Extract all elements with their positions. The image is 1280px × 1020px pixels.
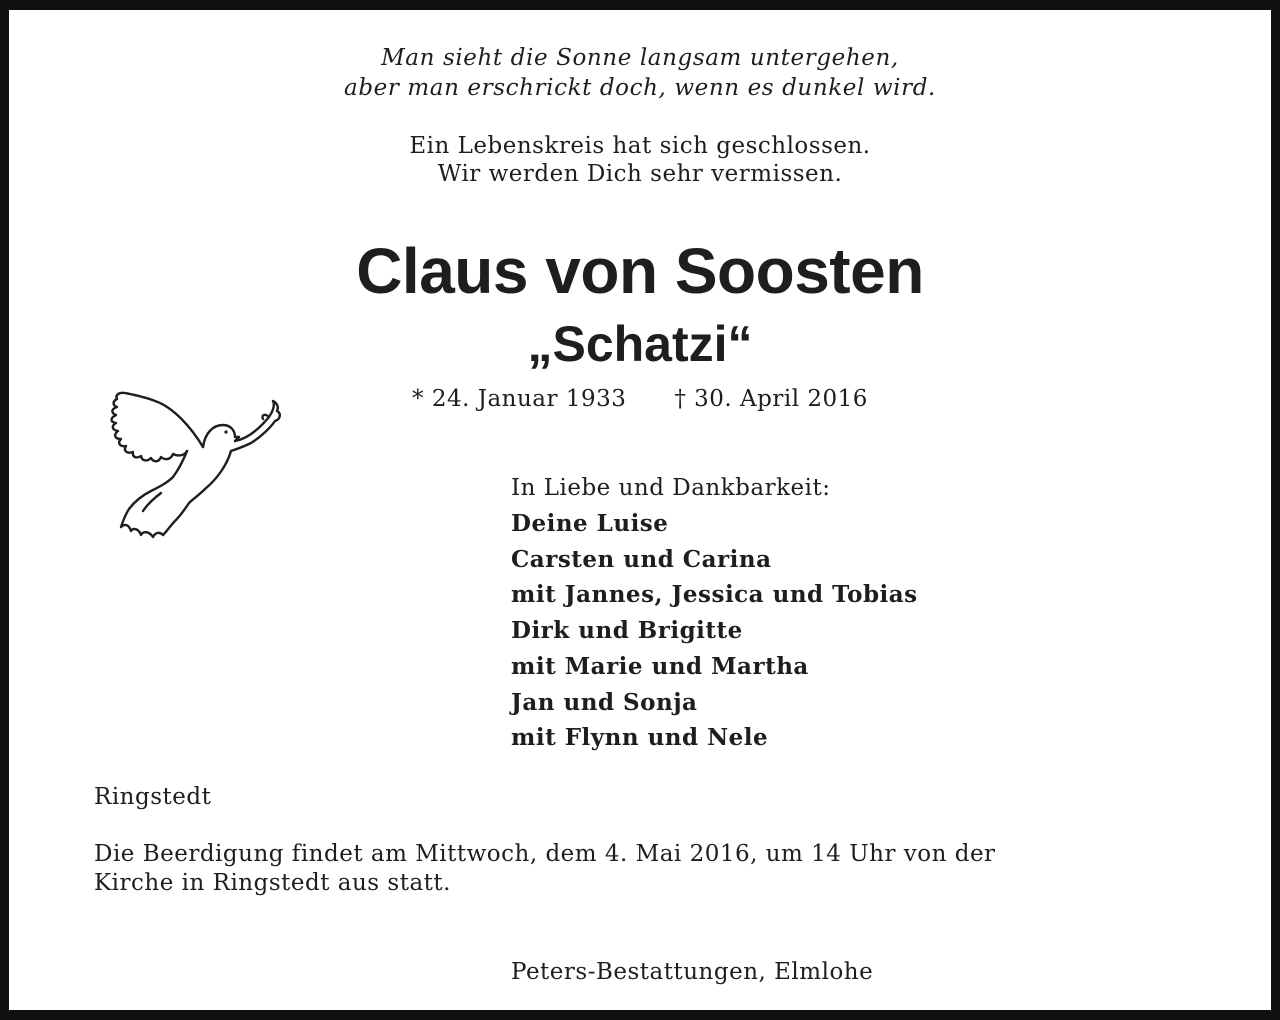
undertaker-name: Peters-Bestattungen, Elmlohe — [511, 959, 874, 985]
birth-date: * 24. Januar 1933 — [412, 386, 627, 412]
motto-line-2: aber man erschrickt doch, wenn es dunkel wird. — [344, 75, 936, 101]
death-date: † 30. April 2016 — [674, 386, 868, 412]
family-member: Jan und Sonja — [511, 688, 698, 716]
deceased-nickname: „Schatzi“ — [527, 316, 753, 372]
motto-quote — [9, 43, 1271, 103]
funeral-line-2: Kirche in Ringstedt aus statt. — [94, 870, 451, 896]
family-list — [511, 506, 918, 756]
family-member: mit Jannes, Jessica und Tobias — [511, 581, 918, 609]
deceased-name: Claus von Soosten — [356, 235, 924, 307]
family-member: mit Flynn und Nele — [511, 724, 769, 752]
dove-icon — [101, 385, 281, 545]
verse-line-1: Ein Lebenskreis hat sich geschlossen. — [409, 133, 871, 159]
family-member: mit Marie und Martha — [511, 652, 809, 680]
family-member: Deine Luise — [511, 510, 669, 537]
funeral-info — [94, 840, 996, 898]
mourners-intro: In Liebe und Dankbarkeit: — [511, 475, 831, 501]
family-member: Carsten und Carina — [511, 545, 772, 573]
place-name: Ringstedt — [94, 784, 212, 810]
funeral-line-1: Die Beerdigung findet am Mittwoch, dem 4. Mai 2016, um 14 Uhr von der — [94, 841, 996, 867]
verse-line-2: Wir werden Dich sehr vermissen. — [437, 161, 843, 187]
verse-text — [9, 132, 1271, 188]
motto-line-1: Man sieht die Sonne langsam untergehen, — [381, 45, 899, 71]
mourners-block — [511, 470, 918, 756]
family-member: Dirk und Brigitte — [511, 617, 743, 645]
